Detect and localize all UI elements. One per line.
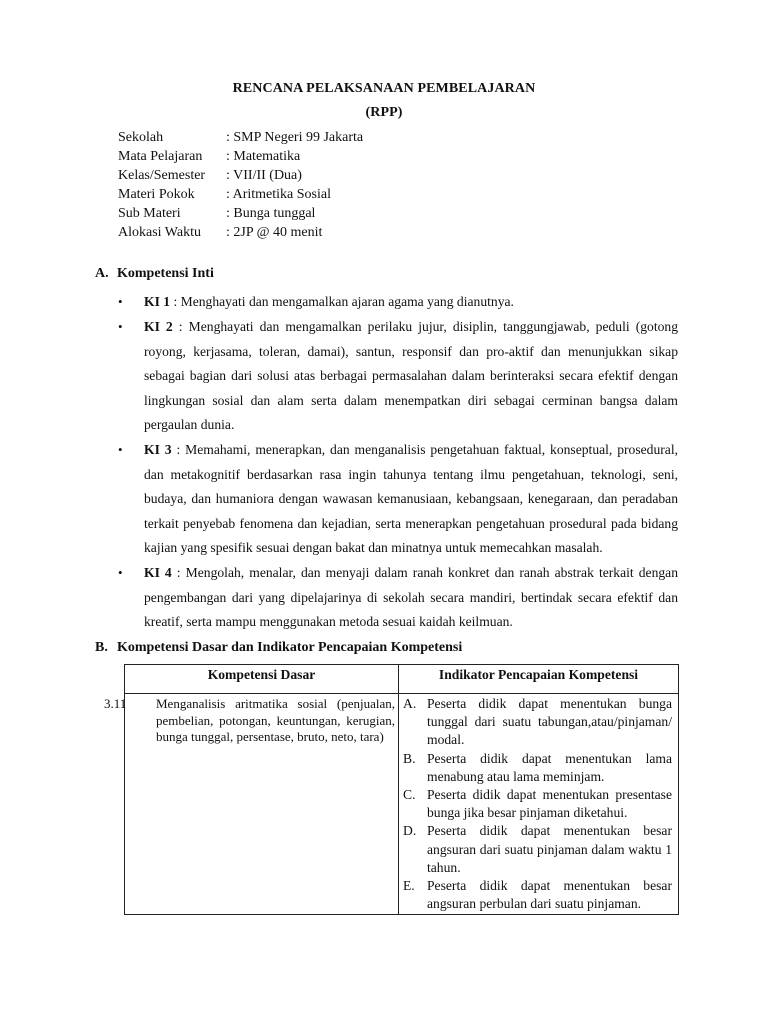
identity-row-subtopic	[118, 204, 363, 223]
indicator-mark: B.	[403, 750, 416, 766]
identity-label: Kelas/Semester	[118, 168, 206, 183]
indicator-text: Peserta didik dapat menentukan presentase bunga jika besar pinjaman diketahui.	[427, 787, 672, 821]
identity-value: : SMP Negeri 99 Jakarta	[226, 130, 364, 145]
indicator-text: Peserta didik dapat menentukan besar angsuran perbulan dari suatu pinjaman.	[427, 878, 672, 912]
indicator-mark: A.	[403, 696, 417, 711]
indicator-item	[403, 695, 672, 750]
ki-label: KI 4	[144, 564, 172, 580]
ki-text: : Menghayati dan mengamalkan perilaku jujur, disiplin, tanggungjawab, peduli (gotong royong, kerjasama, toleran, damai), santun, responsif dan pro-aktif dan menunjukkan sikap sebagai bagian dari solusi atas berbagai permasalahan dalam berinteraksi secara efektif dengan lingkungan sosial dan alam serta dalam menempatkan diri sebagai cerminan bangsa dalam pergaulan dunia.	[144, 319, 678, 433]
section-b-heading	[95, 640, 462, 656]
ki-item	[118, 438, 678, 561]
identity-block	[118, 128, 363, 242]
identity-value: : 2JP @ 40 menit	[226, 225, 323, 240]
indicator-text: Peserta didik dapat menentukan bunga tunggal dari suatu tabungan,atau/pinjaman/ modal.	[427, 696, 672, 748]
identity-label: Sub Materi	[118, 206, 181, 221]
section-a-heading	[95, 266, 214, 282]
ki-text: : Mengolah, menalar, dan menyaji dalam ranah konkret dan ranah abstrak terkait dengan pengembangan dari yang dipelajarinya di sekolah secara mandiri, bertindak secara efektif dan kreatif, serta mampu menggunakan metoda sesuai kaidah keilmuan.	[144, 564, 678, 630]
identity-value: : VII/II (Dua)	[226, 168, 302, 183]
identity-row-topic	[118, 185, 363, 204]
section-title: Kompetensi Dasar dan Indikator Pencapaian Kompetensi	[117, 640, 463, 655]
kd-number: 3.11	[104, 696, 127, 711]
ki-label: KI 3	[144, 441, 172, 457]
identity-label: Materi Pokok	[118, 187, 195, 202]
kd-text	[104, 696, 395, 746]
identity-value: : Aritmetika Sosial	[226, 187, 331, 202]
bullet-icon: •	[118, 441, 123, 457]
identity-label: Mata Pelajaran	[118, 149, 203, 164]
table-header-row	[125, 665, 679, 694]
identity-row-class	[118, 166, 363, 185]
identity-value: : Bunga tunggal	[226, 206, 316, 221]
indicator-item	[403, 750, 672, 786]
identity-row-subject	[118, 147, 363, 166]
indicator-mark: E.	[403, 878, 415, 894]
section-title: Kompetensi Inti	[117, 266, 214, 281]
ki-label: KI 1	[144, 294, 171, 309]
identity-label: Sekolah	[118, 130, 164, 145]
ki-text: : Memahami, menerapkan, dan menganalisis pengetahuan faktual, konseptual, prosedural, dan metakognitif berdasarkan rasa ingin tahunya tentang ilmu pengetahuan, teknologi, seni, budaya, dan humaniora dengan wawasan kemanusiaan, kebangsaan, kenegaraan, dan peradaban terkait penyebab fenomena dan kejadian, serta menerapkan pengetahuan prosedural pada bidang kajian yang spesifik sesuai dengan bakat dan minatnya untuk memecahkan masalah.	[144, 441, 678, 556]
ki-text: : Menghayati dan mengamalkan ajaran agama yang dianutnya.	[170, 294, 514, 309]
indicator-item	[403, 822, 672, 877]
kd-description: Menganalisis aritmatika sosial (penjualan, pembelian, potongan, keuntungan, kerugian, bunga tunggal, persentase, bruto, neto, tara)	[156, 696, 395, 744]
ki-item	[118, 561, 678, 635]
ki-item	[118, 290, 678, 315]
section-letter: B.	[95, 640, 108, 655]
identity-label: Alokasi Waktu	[118, 225, 201, 240]
kd-cell	[104, 694, 399, 915]
ki-label: KI 2	[144, 319, 173, 334]
identity-value: : Matematika	[226, 149, 301, 164]
ki-list	[118, 290, 678, 635]
indicator-text: Peserta didik dapat menentukan lama menabung atau lama meminjam.	[427, 750, 672, 784]
document-title: RENCANA PELAKSANAAN PEMBELAJARAN	[232, 81, 536, 96]
competency-table	[104, 664, 679, 915]
ki-item	[118, 315, 678, 438]
identity-row-school	[118, 128, 363, 147]
bullet-icon: •	[118, 564, 123, 580]
bullet-icon: •	[118, 319, 123, 334]
document-subtitle: (RPP)	[365, 105, 403, 120]
bullet-icon: •	[118, 294, 123, 309]
indicator-item	[403, 877, 672, 913]
indicator-text: Peserta didik dapat menentukan besar angsuran dari suatu pinjaman dalam waktu 1 tahun.	[427, 823, 672, 875]
indicator-mark: D.	[403, 823, 417, 839]
column-header-kd: Kompetensi Dasar	[125, 665, 399, 694]
indicator-item	[403, 786, 672, 822]
table-row	[125, 694, 679, 915]
indicator-cell	[399, 694, 679, 915]
column-header-indicators: Indikator Pencapaian Kompetensi	[399, 665, 679, 694]
section-letter: A.	[95, 266, 109, 281]
indicator-mark: C.	[403, 787, 416, 803]
identity-row-time	[118, 223, 363, 242]
